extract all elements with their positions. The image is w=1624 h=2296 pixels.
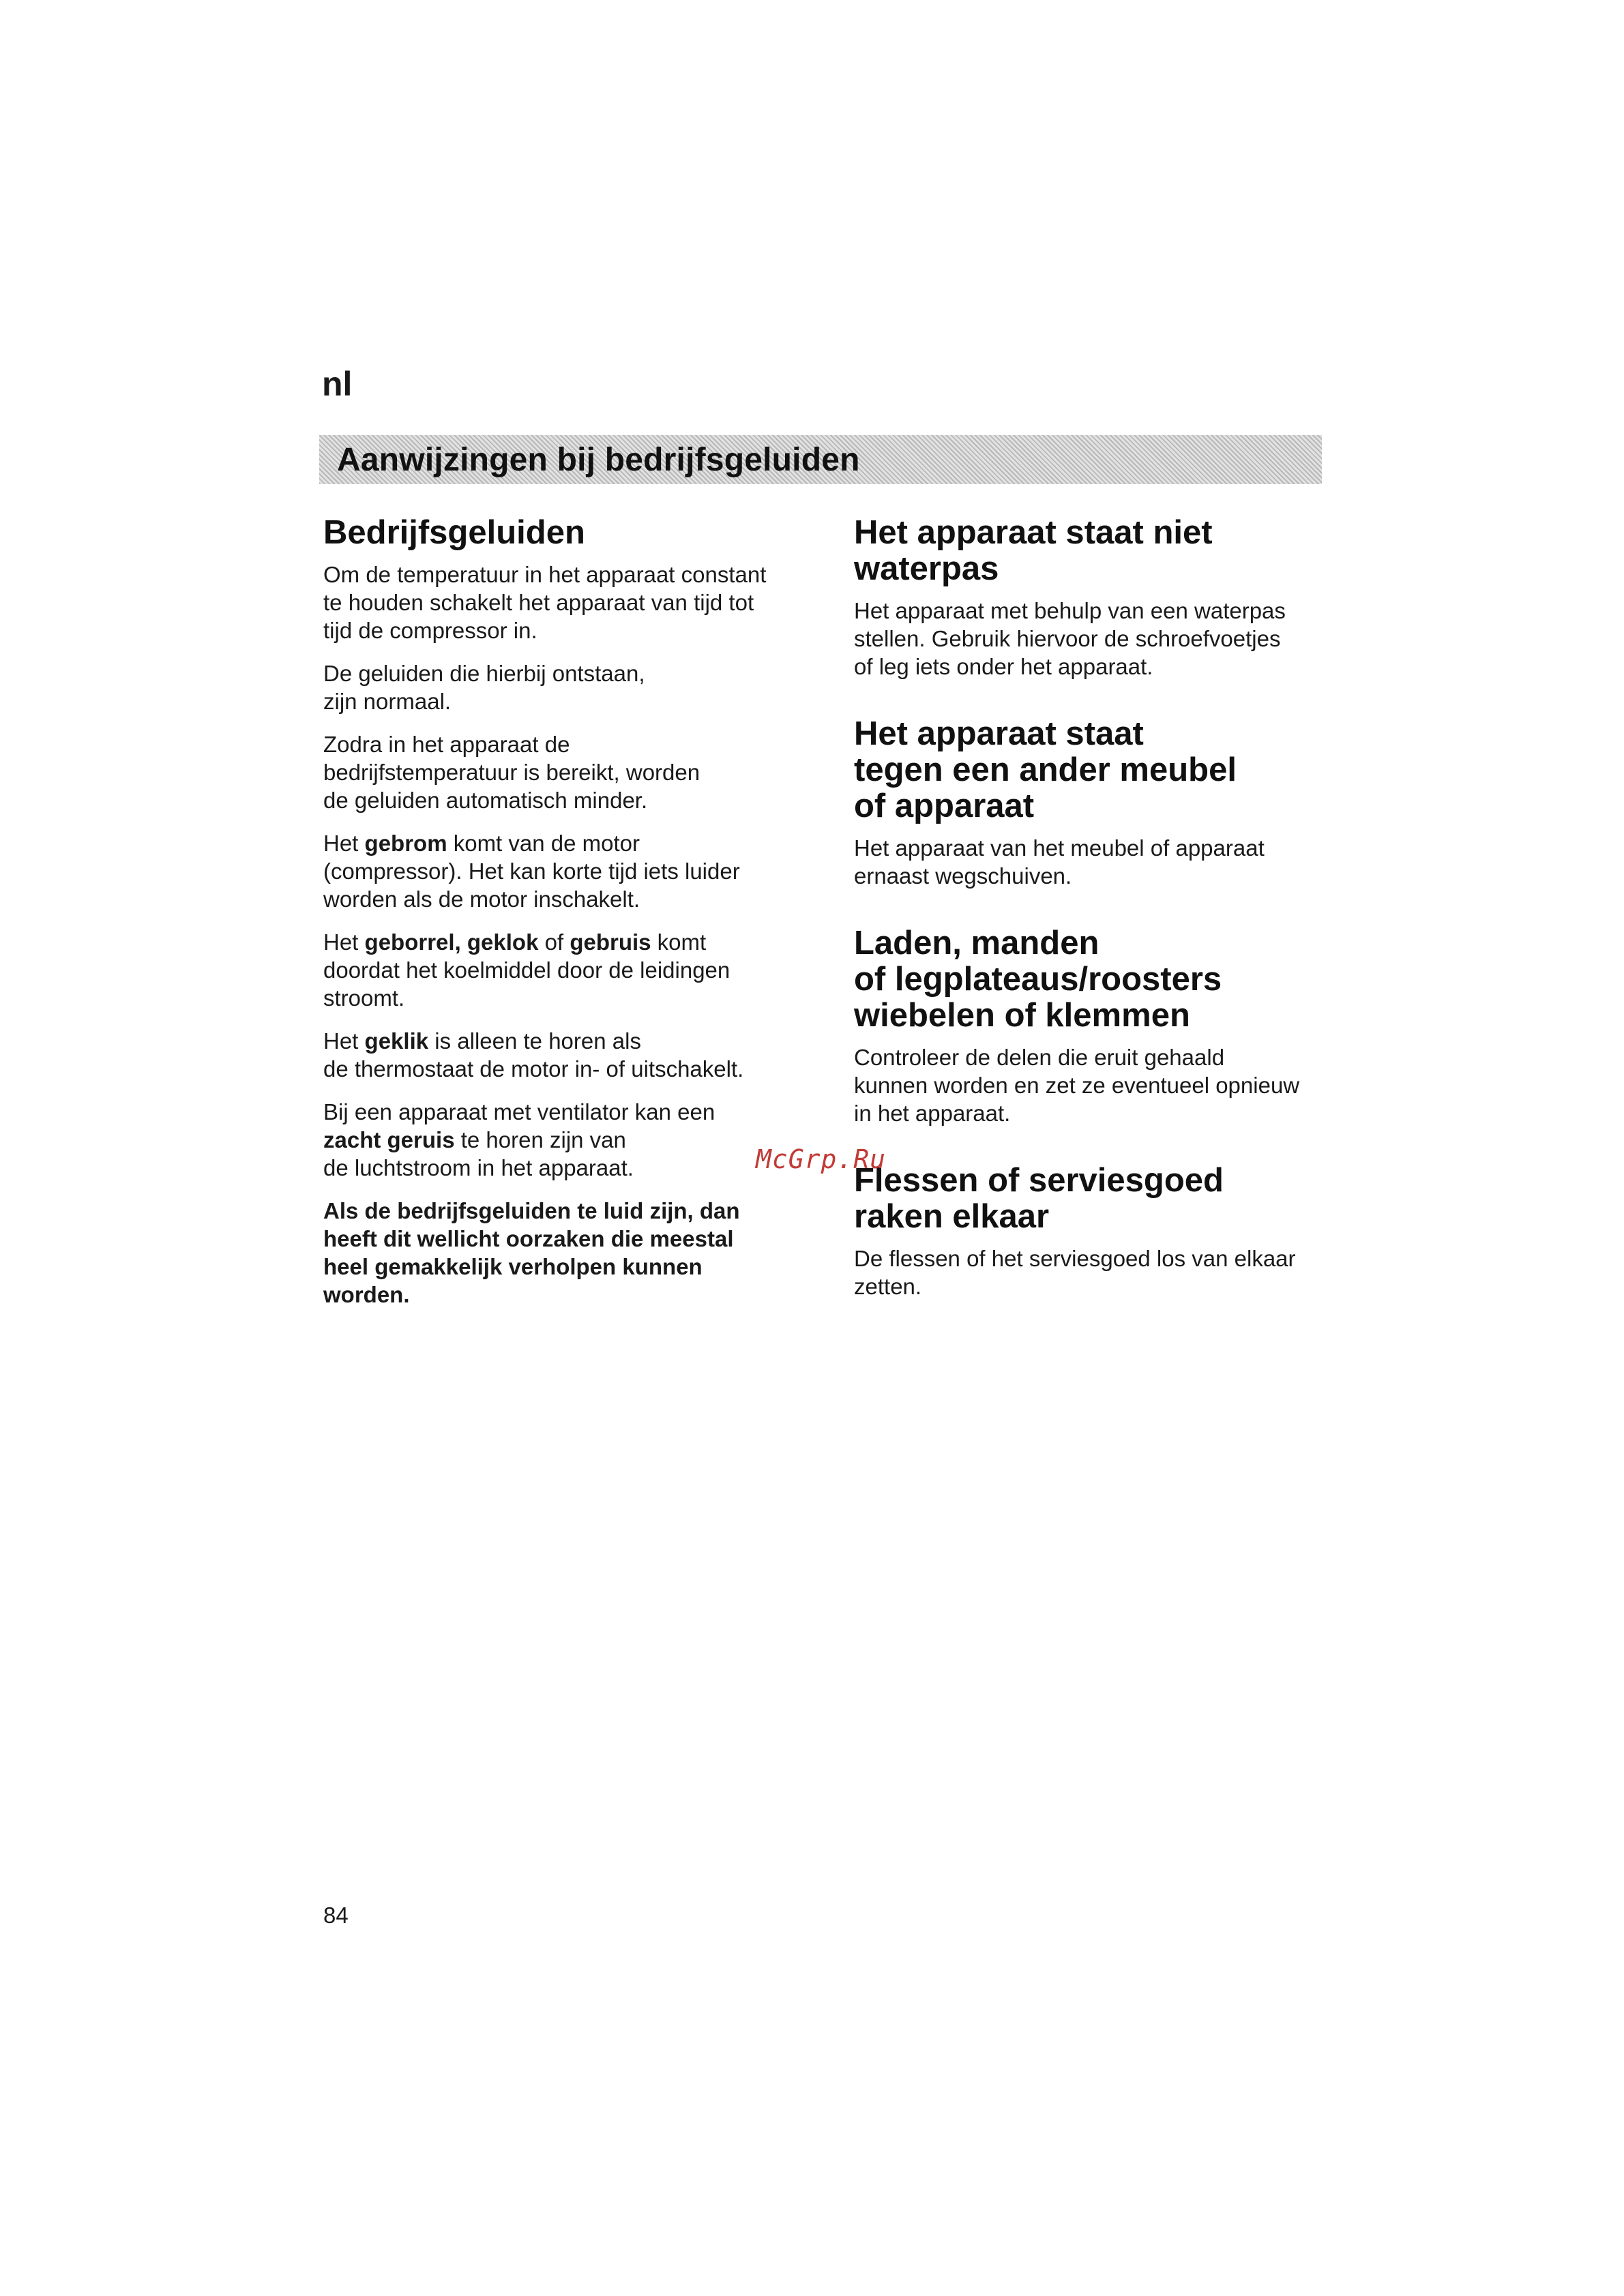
- text-line: worden als de motor inschakelt.: [323, 886, 640, 912]
- section-heading: [854, 925, 1331, 1034]
- text-run: komt van de motor: [447, 831, 640, 856]
- right-column: [854, 515, 1331, 1336]
- text-run: Het: [323, 929, 365, 955]
- paragraph: [854, 1043, 1331, 1127]
- text-line: [323, 1126, 814, 1154]
- section-heading: [854, 716, 1331, 824]
- text-line: te houden schakelt het apparaat van tijd tot: [323, 590, 754, 615]
- emphasis-term: zacht geruis: [323, 1127, 455, 1152]
- paragraph: [854, 597, 1331, 681]
- text-run: Het: [323, 1028, 365, 1054]
- text-line: zijn normaal.: [323, 689, 452, 714]
- emphasis-term: gebrom: [364, 831, 447, 856]
- text-line: tijd de compressor in.: [323, 618, 537, 643]
- heading-line: Het apparaat staat: [854, 715, 1144, 752]
- text-line: De geluiden die hierbij ontstaan,: [323, 661, 645, 686]
- text-line: [323, 1027, 814, 1055]
- text-line: in het apparaat.: [854, 1101, 1011, 1126]
- text-run: of: [538, 929, 570, 955]
- section-meubel: [854, 716, 1331, 890]
- paragraph: [854, 1244, 1331, 1300]
- text-line: doordat het koelmiddel door de leidingen: [323, 957, 730, 983]
- heading-line: waterpas: [854, 550, 999, 587]
- text-line: [323, 829, 814, 857]
- text-line: Bij een apparaat met ventilator kan een: [323, 1099, 715, 1124]
- heading-line: raken elkaar: [854, 1198, 1050, 1235]
- text-line: zetten.: [854, 1274, 922, 1299]
- heading-line: of apparaat: [854, 788, 1035, 824]
- emphasis-term: geborrel, geklok: [364, 929, 539, 955]
- text-line: de thermostaat de motor in- of uitschakelt.: [323, 1056, 744, 1082]
- text-line: de geluiden automatisch minder.: [323, 788, 648, 813]
- text-line: Het apparaat met behulp van een waterpas: [854, 598, 1286, 623]
- heading-line: tegen een ander meubel: [854, 751, 1237, 788]
- text-line: (compressor). Het kan korte tijd iets luider: [323, 859, 740, 884]
- text-line: stroomt.: [323, 985, 405, 1011]
- section-heading: [854, 1163, 1331, 1235]
- page-number: 84: [323, 1903, 349, 1928]
- text-line: bedrijfstemperatuur is bereikt, worden: [323, 760, 700, 785]
- text-line: worden.: [323, 1282, 410, 1307]
- text-run: Het: [323, 831, 365, 856]
- heading-line: of legplateaus/roosters: [854, 961, 1222, 998]
- paragraph: [323, 1027, 814, 1083]
- text-line: heel gemakkelijk verholpen kunnen: [323, 1254, 703, 1279]
- section-heading: [854, 515, 1331, 587]
- text-line: Controleer de delen die eruit gehaald: [854, 1045, 1225, 1070]
- paragraph: [323, 730, 814, 814]
- heading-line: Flessen of serviesgoed: [854, 1162, 1224, 1199]
- text-line: stellen. Gebruik hiervoor de schroefvoetjes: [854, 626, 1281, 651]
- section-flessen: [854, 1163, 1331, 1300]
- section-banner: [319, 435, 1322, 484]
- paragraph: [323, 1098, 814, 1182]
- text-line: [323, 928, 814, 956]
- text-line: Zodra in het apparaat de: [323, 732, 570, 757]
- paragraph: [854, 834, 1331, 890]
- watermark: McGrp.Ru: [756, 1144, 887, 1174]
- text-run: te horen zijn van: [454, 1127, 626, 1152]
- paragraph: [323, 829, 814, 913]
- text-line: kunnen worden en zet ze eventueel opnieuw: [854, 1073, 1300, 1098]
- text-run: is alleen te horen als: [428, 1028, 641, 1054]
- text-line: de luchtstroom in het apparaat.: [323, 1155, 634, 1180]
- text-line: heeft dit wellicht oorzaken die meestal: [323, 1226, 734, 1251]
- text-line: Om de temperatuur in het apparaat constant: [323, 562, 767, 587]
- heading-line: wiebelen of klemmen: [854, 997, 1190, 1034]
- emphasis-term: gebruis: [570, 929, 651, 955]
- bold-note: [323, 1197, 814, 1309]
- text-run: komt: [651, 929, 707, 955]
- heading-line: Laden, manden: [854, 925, 1099, 961]
- section-laden: [854, 925, 1331, 1127]
- text-line: De flessen of het serviesgoed los van elkaar: [854, 1246, 1296, 1271]
- section-waterpas: [854, 515, 1331, 681]
- paragraph: [323, 928, 814, 1012]
- text-line: Als de bedrijfsgeluiden te luid zijn, dan: [323, 1198, 740, 1223]
- language-code: nl: [322, 365, 353, 403]
- paragraph: [323, 561, 814, 644]
- text-line: of leg iets onder het apparaat.: [854, 654, 1153, 679]
- banner-title: Aanwijzingen bij bedrijfsgeluiden: [337, 441, 860, 478]
- emphasis-term: geklik: [364, 1028, 429, 1054]
- heading-bedrijfsgeluiden: Bedrijfsgeluiden: [323, 514, 585, 551]
- text-line: Het apparaat van het meubel of apparaat: [854, 835, 1265, 861]
- text-line: ernaast wegschuiven.: [854, 863, 1072, 889]
- paragraph: [323, 659, 814, 715]
- left-column: [323, 515, 814, 1324]
- heading-line: Het apparaat staat niet: [854, 514, 1213, 551]
